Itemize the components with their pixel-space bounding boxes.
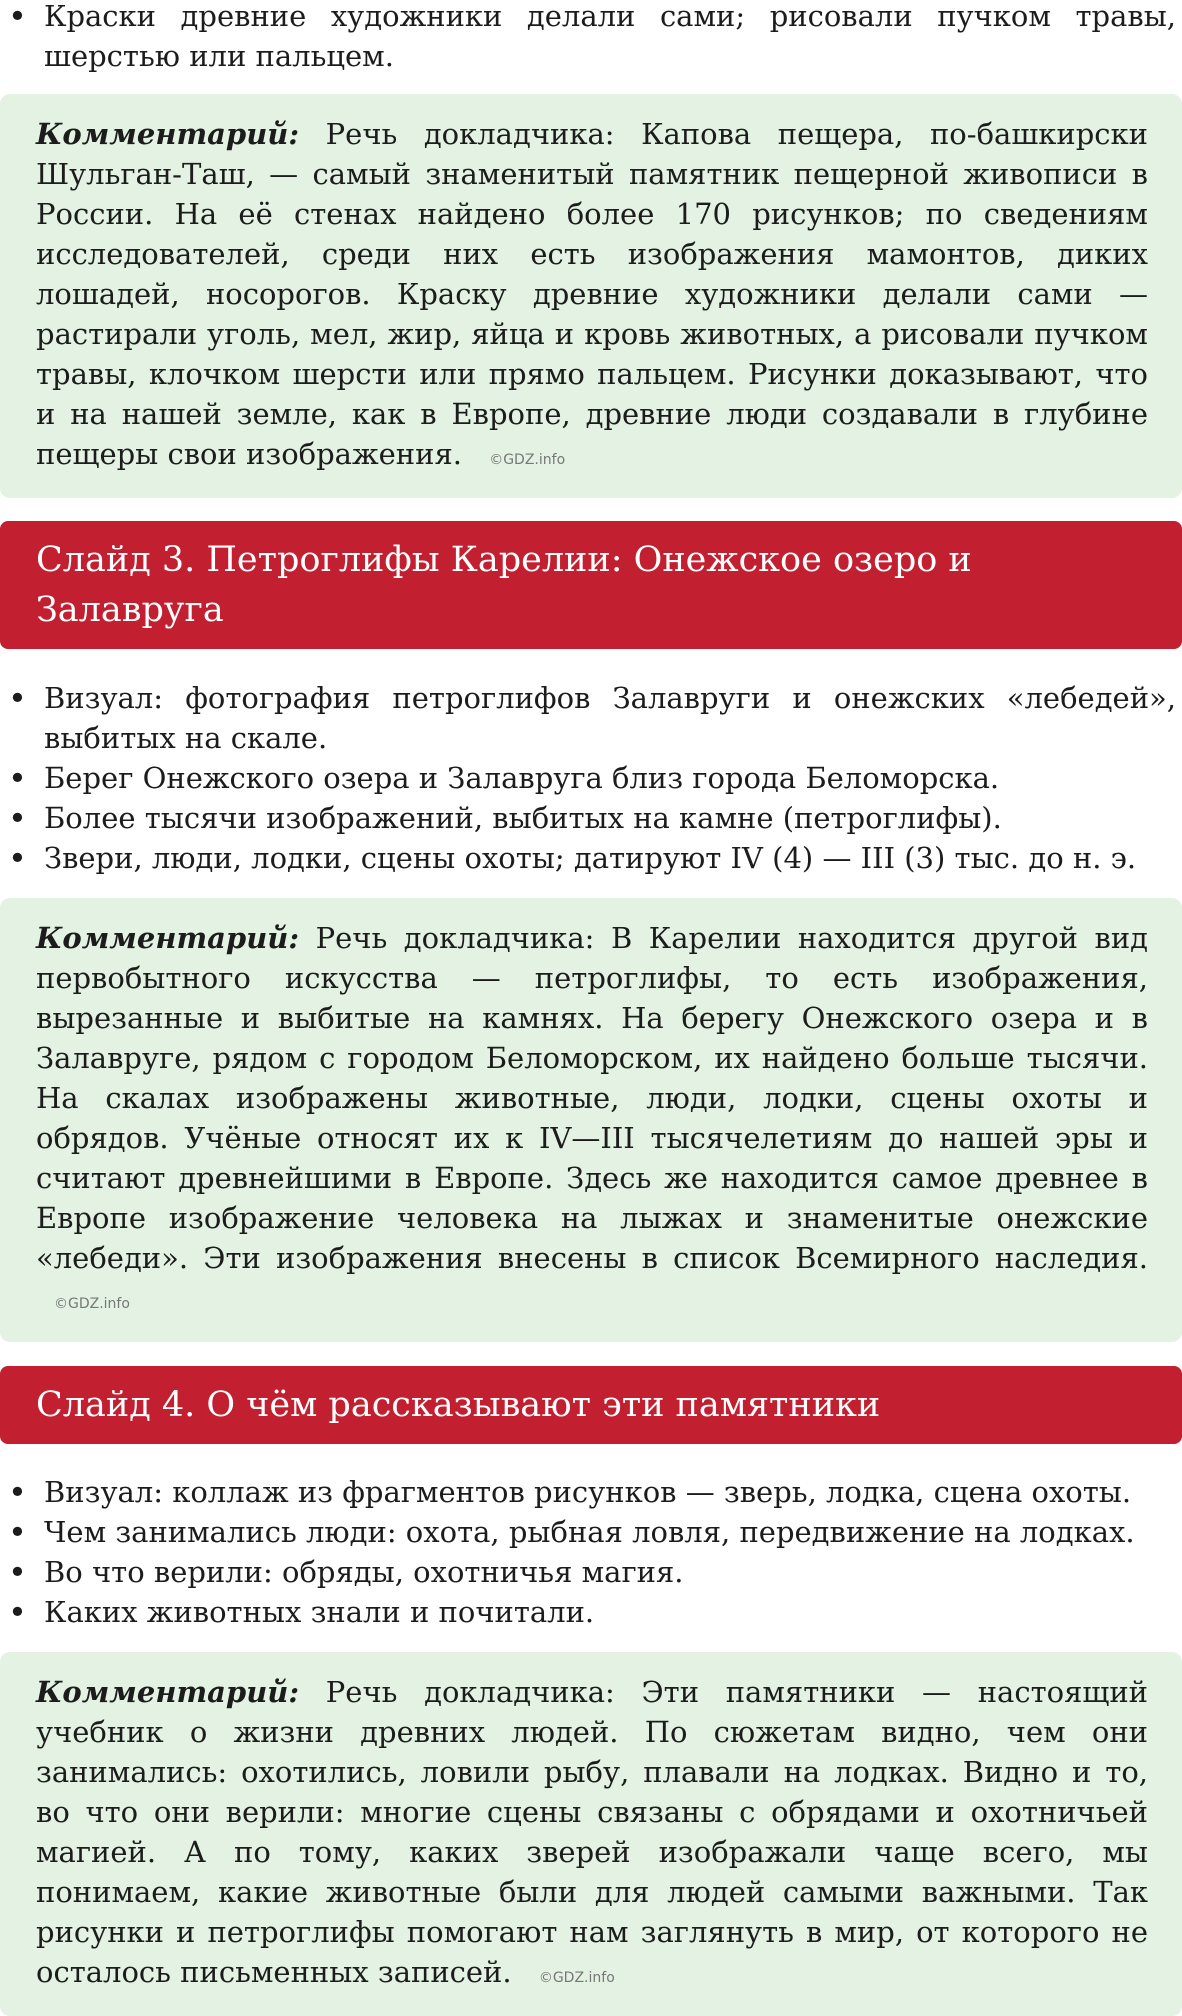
comment-text: Речь докладчика: В Карелии находится другой вид первобытного искусства — петроглифы, то есть изображения, вырезанные и выбитые на камнях. На берегу Онежского озера и в Залавруге, рядом с городом Беломорском, их найдено больше тысячи. На скалах изображены животные, люди, лодки, сцены охоты и обрядов. Учёные относят их к IV—III тысячелетиям до нашей эры и считают древнейшими в Европе. Здесь же находится самое древнее в Европе изображение человека на лыжах и знаменитые онежские «лебеди». Эти изображения внесены в список Всемирного наследия. [36, 921, 1149, 1275]
slide-3-bullet-list [0, 678, 1182, 878]
list-item: • Краски древние художники делали сами; рисовали пучком травы, шерстью или пальцем. [0, 0, 1182, 76]
comment-block-3 [0, 1652, 1182, 2016]
comment-block-2 [0, 898, 1182, 1342]
top-bullet-list [0, 0, 1182, 76]
slide-4-bullet-list [0, 1472, 1182, 1632]
slide-3-title: Слайд 3. Петроглифы Карелии: Онежское озеро и Залавруга [36, 540, 972, 630]
comment-text: Речь докладчика: Капова пещера, по-башкирски Шульган-Таш, — самый знаменитый памятник пещерной живописи в России. На её стенах найдено более 170 рисунков; по сведениям исследователей, среди них есть изображения мамонтов, диких лошадей, носорогов. Краску древние художники делали сами — растирали уголь, мел, жир, яйца и кровь животных, а рисовали пучком травы, клочком шерсти или прямо пальцем. Рисунки доказывают, что и на нашей земле, как в Европе, древние люди создавали в глубине пещеры свои изображения. [36, 117, 1148, 471]
comment-label: Комментарий: [36, 117, 300, 151]
comment-text: Речь докладчика: Эти памятники — настоящий учебник о жизни древних людей. По сюжетам видно, чем они занимались: охотились, ловили рыбу, плавали на лодках. Видно и то, во что они верили: многие сцены связаны с обрядами и охотничьей магией. А по тому, каких зверей изображали чаще всего, мы понимаем, какие животные были для людей самыми важными. Так рисунки и петроглифы помогают нам заглянуть в мир, от которого не осталось письменных записей. [36, 1675, 1148, 1989]
list-item: • Более тысячи изображений, выбитых на камне (петроглифы). [0, 798, 1182, 838]
slide-4-title: Слайд 4. О чём рассказывают эти памятники [36, 1385, 881, 1425]
comment-block-1 [0, 94, 1182, 498]
list-item: • Визуал: фотография петроглифов Залавруги и онежских «лебедей», выбитых на скале. [0, 678, 1182, 758]
watermark-stamp: ©GDZ.info [538, 1970, 615, 1986]
comment-label: Комментарий: [36, 921, 300, 955]
list-item: • Звери, люди, лодки, сцены охоты; датируют IV (4) — III (3) тыс. до н. э. [0, 838, 1182, 878]
list-item: • Во что верили: обряды, охотничья магия. [0, 1552, 1182, 1592]
list-item: • Каких животных знали и почитали. [0, 1592, 1182, 1632]
list-item: • Чем занимались люди: охота, рыбная ловля, передвижение на лодках. [0, 1512, 1182, 1552]
slide-3-header [0, 521, 1182, 649]
watermark-stamp: ©GDZ.info [54, 1296, 130, 1312]
comment-label: Комментарий: [36, 1675, 300, 1709]
watermark-stamp: ©GDZ.info [489, 452, 566, 468]
list-item: • Берег Онежского озера и Залавруга близ города Беломорска. [0, 758, 1182, 798]
slide-4-header [0, 1366, 1182, 1444]
list-item: • Визуал: коллаж из фрагментов рисунков — зверь, лодка, сцена охоты. [0, 1472, 1182, 1512]
